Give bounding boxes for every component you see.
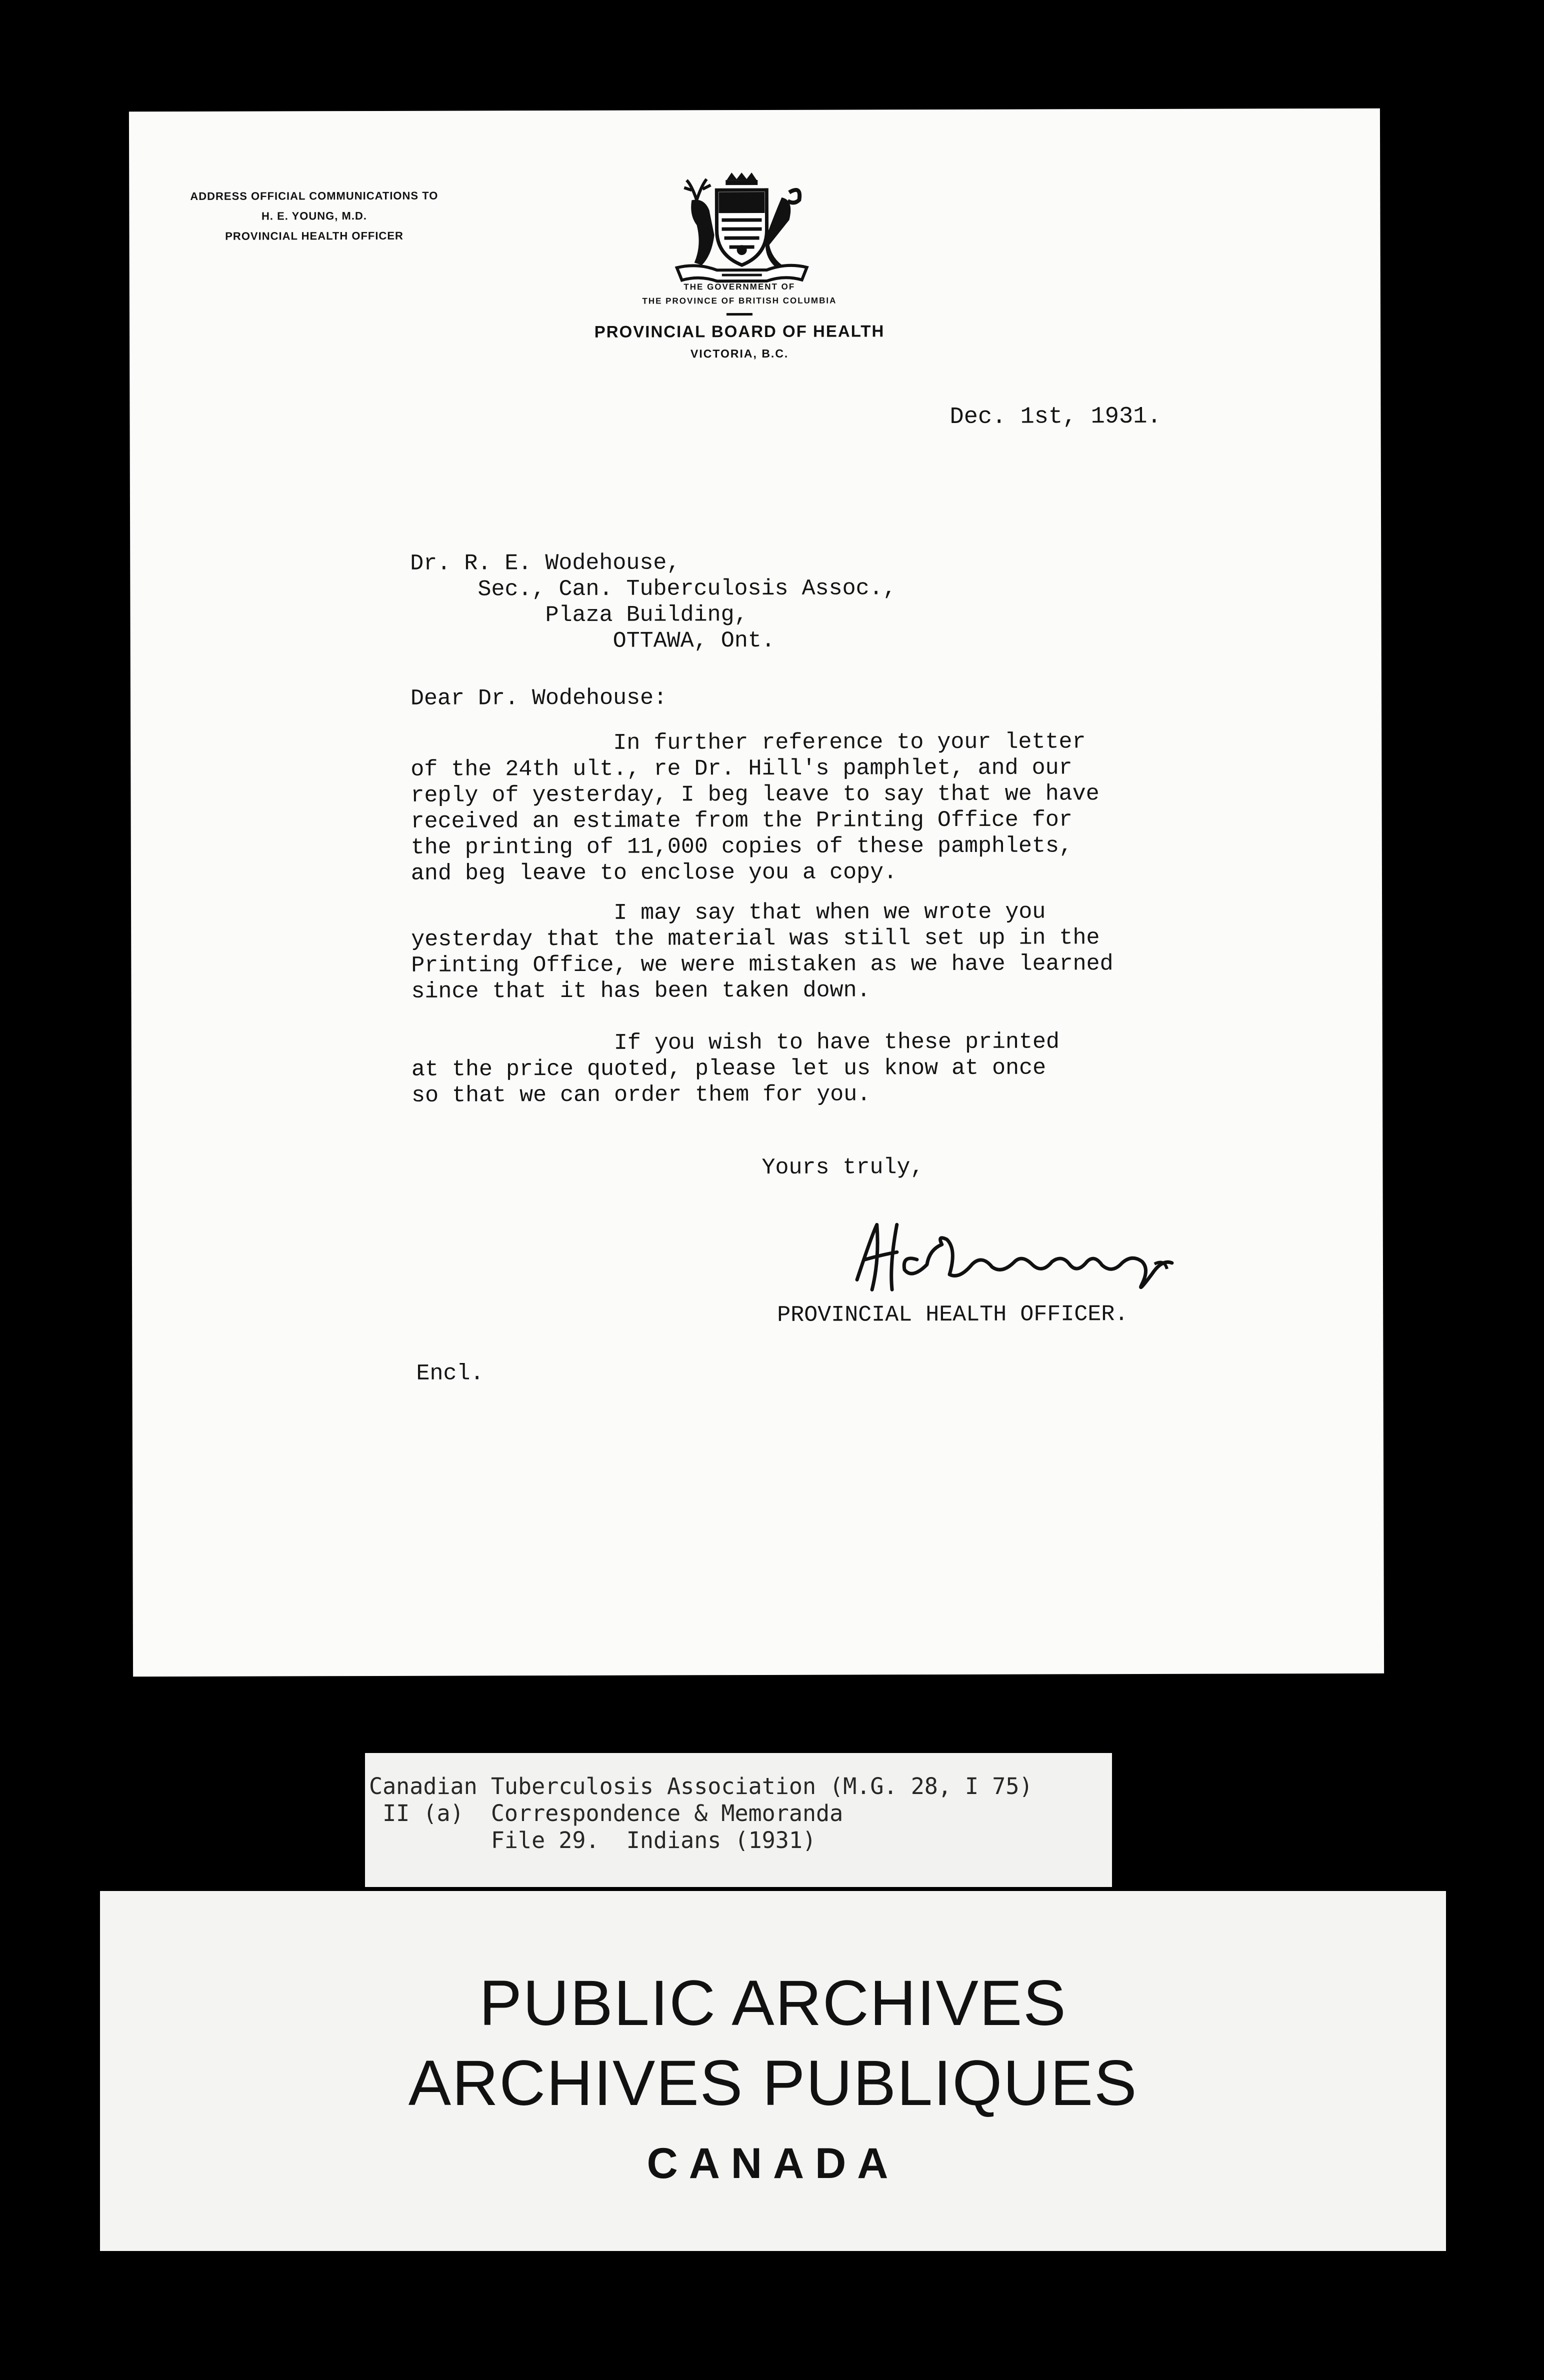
- recipient-line: Plaza Building,: [410, 602, 748, 628]
- board-name: PROVINCIAL BOARD OF HEALTH: [594, 322, 885, 341]
- body-paragraph-1: [410, 729, 1100, 887]
- body-line: the printing of 11,000 copies of these pamphlets,: [410, 833, 1073, 860]
- body-line: at the price quoted, please let us know at once: [411, 1055, 1046, 1082]
- enclosure-note: Encl.: [416, 1360, 484, 1386]
- letterhead-address: [179, 186, 449, 246]
- archive-line: File 29. Indians (1931): [369, 1827, 816, 1854]
- recipient-line: Sec., Can. Tuberculosis Assoc.,: [410, 576, 896, 602]
- stamp-english: PUBLIC ARCHIVES: [479, 1968, 1067, 2039]
- coat-of-arms-icon: [656, 170, 822, 296]
- body-line: since that it has been taken down.: [411, 978, 870, 1004]
- closing: Yours truly,: [762, 1154, 924, 1180]
- body-line: reply of yesterday, I beg leave to say that we have: [410, 781, 1100, 808]
- body-line: of the 24th ult., re Dr. Hill's pamphlet, and our: [410, 755, 1072, 782]
- body-line: In further reference to your letter: [410, 729, 1086, 756]
- body-line: I may say that when we wrote you: [411, 899, 1046, 926]
- signature-icon: [842, 1204, 1202, 1310]
- body-paragraph-2: [411, 899, 1114, 1005]
- body-line: Printing Office, we were mistaken as we have learned: [411, 951, 1114, 978]
- recipient-line: OTTAWA, Ont.: [410, 628, 775, 654]
- address-line: ADDRESS OFFICIAL COMMUNICATIONS TO: [190, 189, 438, 202]
- salutation: Dear Dr. Wodehouse:: [410, 685, 668, 712]
- letter-page: [129, 108, 1384, 1677]
- letter-date: Dec. 1st, 1931.: [950, 403, 1162, 430]
- body-line: If you wish to have these printed: [411, 1029, 1060, 1056]
- body-line: so that we can order them for you.: [411, 1082, 871, 1108]
- government-line: THE PROVINCE OF BRITISH COLUMBIA: [642, 296, 837, 306]
- body-line: and beg leave to enclose you a copy.: [410, 860, 898, 886]
- body-paragraph-3: [412, 1029, 1060, 1108]
- recipient-line: Dr. R. E. Wodehouse,: [410, 550, 680, 576]
- archive-reference-text: [369, 1773, 1033, 1854]
- board-city: VICTORIA, B.C.: [690, 346, 789, 360]
- archive-line: Canadian Tuberculosis Association (M.G. 28, I 75): [369, 1773, 1033, 1800]
- body-line: yesterday that the material was still set up in the: [411, 925, 1100, 952]
- archive-reference-label: [365, 1753, 1112, 1887]
- recipient-address: [410, 550, 896, 655]
- letterhead-divider: [726, 313, 752, 316]
- address-line: PROVINCIAL HEALTH OFFICER: [225, 229, 404, 242]
- government-line: THE GOVERNMENT OF: [684, 282, 796, 292]
- stamp-country: CANADA: [646, 2140, 900, 2188]
- letterhead-government: [544, 280, 934, 364]
- archives-stamp-card: [100, 1891, 1446, 2251]
- body-line: received an estimate from the Printing Office for: [410, 807, 1072, 834]
- archive-line: II (a) Correspondence & Memoranda: [369, 1800, 844, 1826]
- signer-title: PROVINCIAL HEALTH OFFICER.: [777, 1302, 1128, 1328]
- stamp-french: ARCHIVES PUBLIQUES: [408, 2048, 1138, 2119]
- address-line: H. E. YOUNG, M.D.: [261, 210, 367, 222]
